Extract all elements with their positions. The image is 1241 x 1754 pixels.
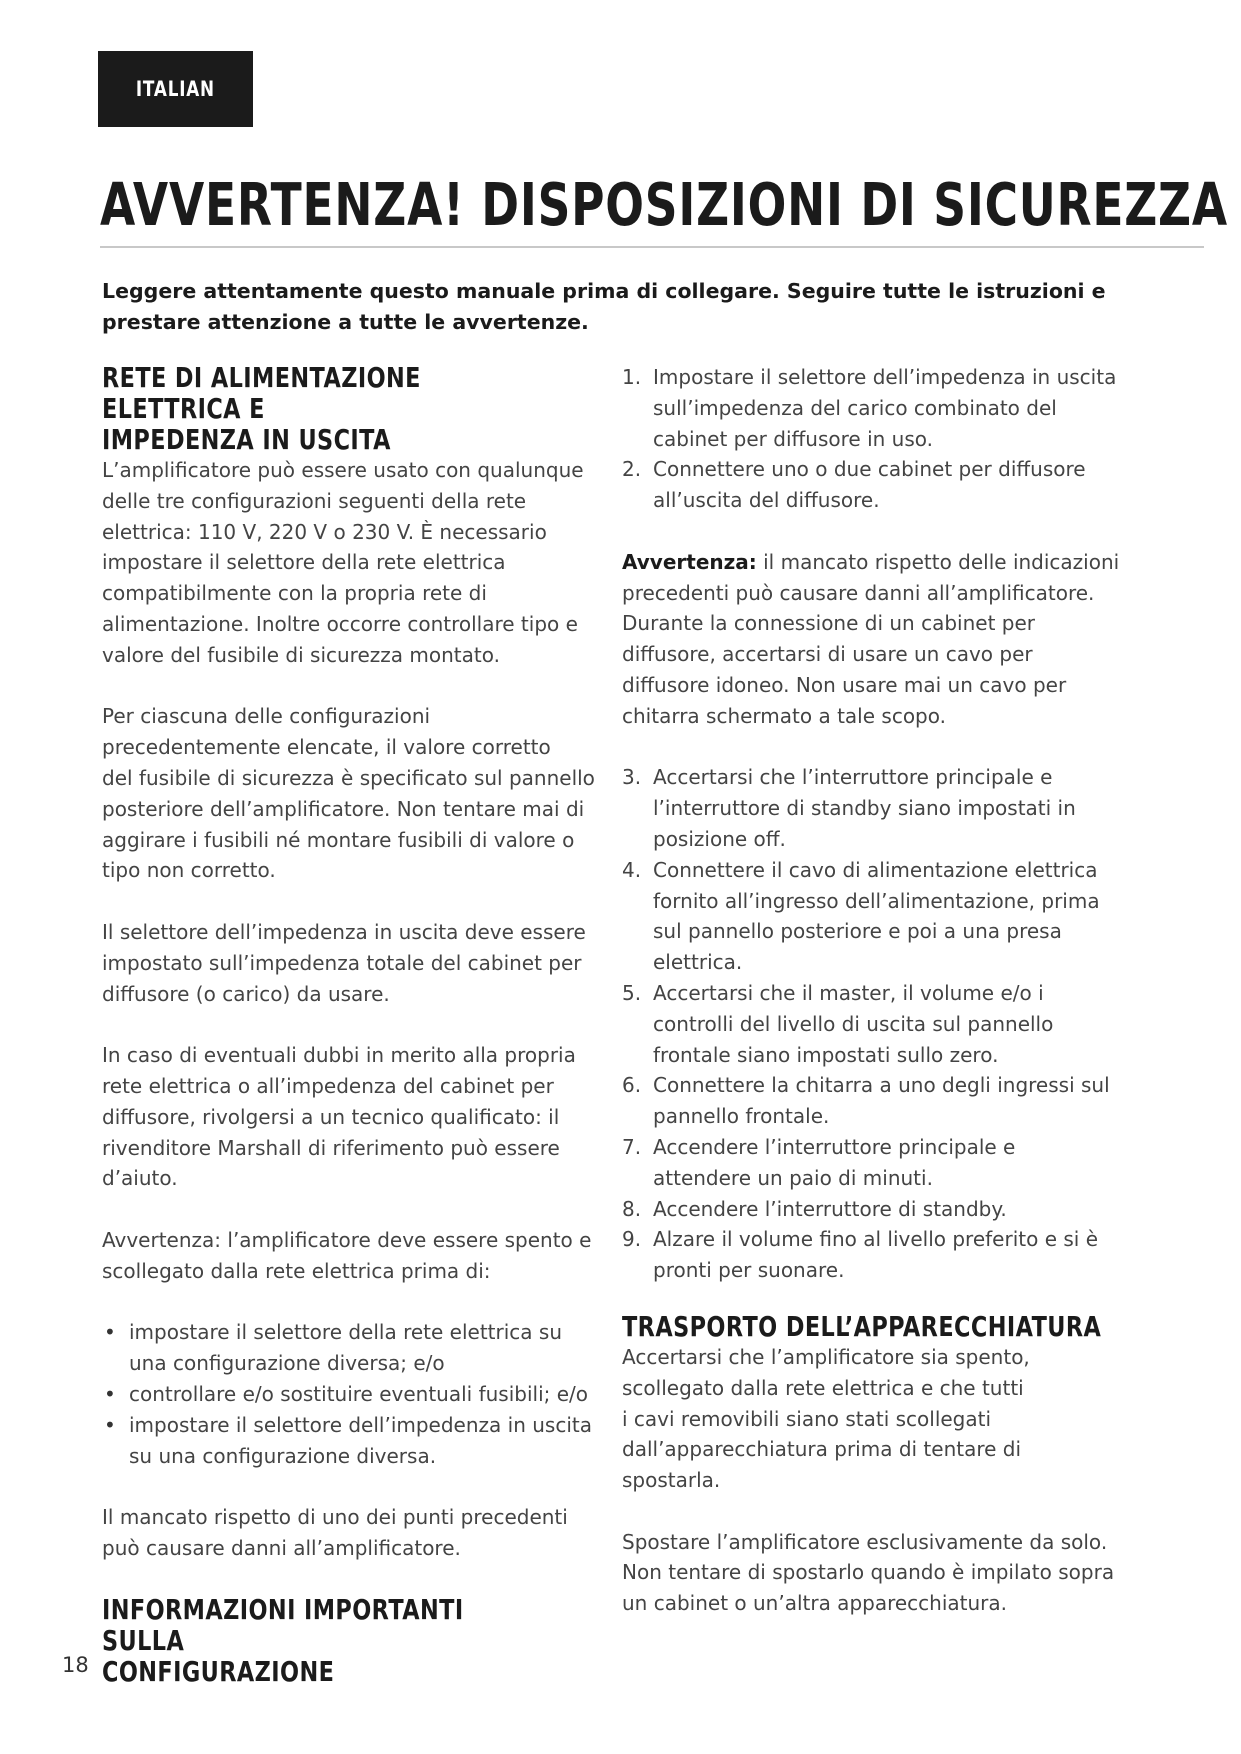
paragraph-impedance-selector: Il selettore dell’impedenza in uscita deve essere impostato sull’impedenza totale del cabinet per diffusore (o carico) da usare. [102, 919, 586, 1006]
heading-power-supply: RETE DI ALIMENTAZIONE ELETTRICA E IMPEDENZA IN USCITA [102, 361, 421, 456]
list-item: 2. Connettere uno o due cabinet per diffusore all’uscita del diffusore. [622, 457, 1086, 513]
paragraph-transport-disconnect: Accertarsi che l’amplificatore sia spento, scollegato dalla rete elettrica e che tutti i cavi removibili siano stati scollegati dall’apparecchiatura prima di tentare di spostarla. [622, 1344, 1030, 1493]
steps-list-b [622, 762, 1142, 1286]
heading-transport: TRASPORTO DELL’APPARECCHIATURA [622, 1309, 1102, 1343]
bullet-icon: • [104, 1320, 116, 1345]
list-item: 3. Accertarsi che l’interruttore principale e l’interruttore di standby siano impostati in posizione off. [622, 765, 1076, 851]
paragraph-fuse: Per ciascuna delle configurazioni precedentemente elencate, il valore corretto del fusibile di sicurezza è specificato sul pannello posteriore dell’amplificatore. Non tentare mai di aggirare i fusibili né montare fusibili di valore o tipo non corretto. [102, 704, 595, 883]
list-item: • impostare il selettore dell’impedenza in uscita su una configurazione diversa. [102, 1410, 607, 1472]
right-column [622, 362, 1142, 1619]
list-item: 9. Alzare il volume fino al livello preferito e si è pronti per suonare. [622, 1227, 1098, 1283]
intro-text: Leggere attentamente questo manuale prima di collegare. Seguire tutte le istruzioni e prestare attenzione a tutte le avvertenze. [102, 279, 1106, 334]
page-title: AVVERTENZA! DISPOSIZIONI DI SICUREZZA [100, 170, 1228, 239]
left-column [102, 362, 607, 1687]
list-item: • impostare il selettore della rete elettrica su una configurazione diversa; e/o [102, 1317, 607, 1379]
bullet-icon: • [104, 1381, 116, 1406]
paragraph-mains-config: L’amplificatore può essere usato con qualunque delle tre configurazioni seguenti della rete elettrica: 110 V, 220 V o 230 V. È necessario impostare il selettore della rete elettrica compatibilmente con la propria rete di alimentazione. Inoltre occorre controllare tipo e valore del fusibile di sicurezza montato. [102, 458, 584, 667]
bullet-icon: • [104, 1412, 116, 1437]
paragraph-technician: In caso di eventuali dubbi in merito alla propria rete elettrica o all’impedenza del cabinet per diffusore, rivolgersi a un tecnico qualificato: il rivenditore Marshall di riferimento può essere d’aiuto. [102, 1043, 576, 1191]
list-item: 6. Connettere la chitarra a uno degli ingressi sul pannello frontale. [622, 1073, 1110, 1129]
list-item: 7. Accendere l’interruttore principale e attendere un paio di minuti. [622, 1134, 1016, 1190]
list-item: 5. Accertarsi che il master, il volume e/o i controlli del livello di uscita sul pannello frontale siano impostati sullo zero. [622, 980, 1054, 1067]
title-divider [100, 246, 1204, 248]
paragraph-speaker-warning: Avvertenza: il mancato rispetto delle indicazioni precedenti può causare danni all’amplificatore. Durante la connessione di un cabinet per diffusore, accertarsi di usare un cavo per diffusore idoneo. Non usare mai un cavo per chitarra schermato a tale scopo. [622, 549, 1120, 728]
language-tab-label: ITALIAN [135, 77, 216, 101]
heading-configuration: INFORMAZIONI IMPORTANTI SULLA CONFIGURAZIONE [102, 1593, 464, 1689]
steps-list-a [622, 362, 1142, 516]
paragraph-transport-move: Spostare l’amplificatore esclusivamente da solo. Non tentare di spostarlo quando è impilato sopra un cabinet o un’altra apparecchiatura. [622, 1529, 1115, 1616]
list-item: 8. Accendere l’interruttore di standby. [622, 1196, 1007, 1221]
list-item: 4. Connettere il cavo di alimentazione elettrica fornito all’ingresso dell’alimentazione, prima sul pannello posteriore e poi a una presa elettrica. [622, 857, 1100, 975]
warning-label: Avvertenza: [622, 549, 757, 574]
list-item: • controllare e/o sostituire eventuali fusibili; e/o [102, 1379, 607, 1410]
list-item: 1. Impostare il selettore dell’impedenza in uscita sull’impedenza del carico combinato del cabinet per diffusore in uso. [622, 365, 1117, 451]
bullet-list [102, 1317, 607, 1471]
language-tab [98, 51, 253, 127]
paragraph-damage-warning: Il mancato rispetto di uno dei punti precedenti può causare danni all’amplificatore. [102, 1505, 568, 1560]
paragraph-warning-disconnect: Avvertenza: l’amplificatore deve essere spento e scollegato dalla rete elettrica prima di: [102, 1227, 592, 1283]
page-number: 18 [62, 1653, 89, 1677]
